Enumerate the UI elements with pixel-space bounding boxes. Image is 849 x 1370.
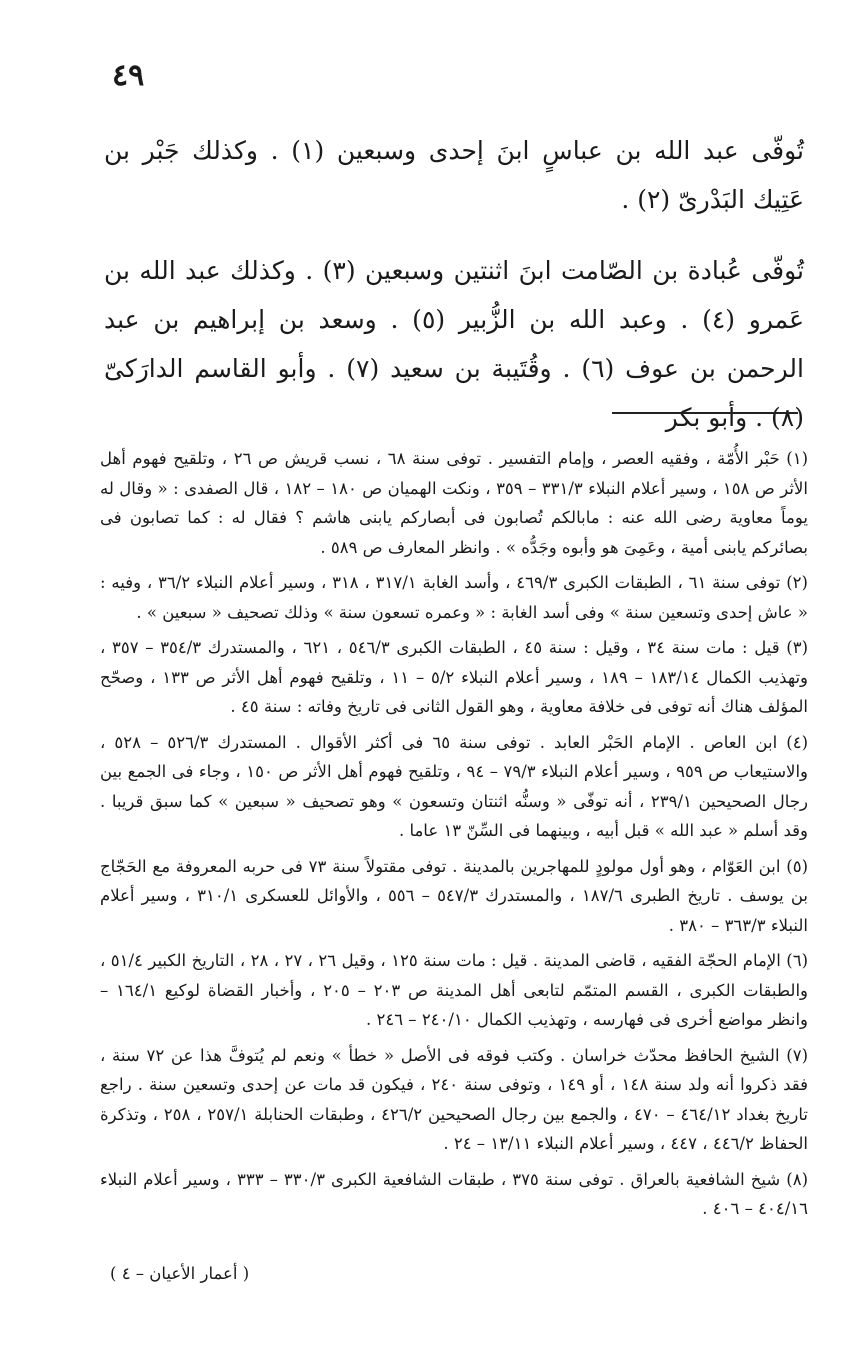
footnote-6: (٦) الإمام الحجّة الفقيه ، قاضى المدينة . قيل : مات سنة ١٢٥ ، وقيل ٢٦ ، ٢٧ ، ٢٨ ، التاريخ الكبير ٥١/٤ ، والطبقات الكبرى ، القسم المتمّم لتابعى أهل المدينة ص ٢٠٣ – ٢٠٥ ، وأخبار القضاة لوكيع ١٦٤/١ – وانظر مواضع أخرى فى فهارسه ، وتهذيب الكمال ٢٤٠/١٠ – ٢٤٦ . (100, 951, 808, 1029)
footnote-separator (612, 412, 798, 414)
main-paragraph: تُوفّى عُبادة بن الصّامت ابنَ اثنتين وسبعين (٣) . وكذلك عبد الله بن عَمرو (٤) . وعبد الله بن الزُّبير (٥) . وسعد بن إبراهيم بن عبد الرحمن بن عوف (٦) . وقُتَيبة بن سعيد (٧) . وأبو القاسم الدارَكىّ (٨) . وأبو بكر (104, 256, 804, 432)
footnote-7: (٧) الشيخ الحافظ محدّث خراسان . وكتب فوقه فى الأصل « خطأ » ونعم لم يُتوفَّ هذا عن ٧٢ سنة ، فقد ذكروا أنه ولد سنة ١٤٨ ، أو ١٤٩ ، وتوفى سنة ٢٤٠ ، فيكون قد مات عن إحدى وتسعين سنة . راجع تاريخ بغداد ٤٦٤/١٢ – ٤٧٠ ، والجمع بين رجال الصحيحين ٤٢٦/٢ ، وطبقات الحنابلة ٢٥٧/١ ، ٢٥٨ ، وتذكرة الحفاظ ٤٤٦/٢ ، ٤٤٧ ، وسير أعلام النبلاء ١٣/١١ – ٢٤ . (100, 1045, 809, 1153)
footnote-2: (٢) توفى سنة ٦١ ، الطبقات الكبرى ٤٦٩/٣ ، وأسد الغابة ٣١٧/١ ، ٣١٨ ، وسير أعلام النبلاء ٣٦/٢ ، وفيه : « عاش إحدى وتسعين سنة » وفى أسد الغابة : « وعمره تسعون سنة » وذلك تصحيف « سبعين » . (100, 573, 808, 622)
footnotes (100, 444, 808, 1227)
footnote-3: (٣) قيل : مات سنة ٣٤ ، وقيل : سنة ٤٥ ، الطبقات الكبرى ٥٤٦/٣ ، ٦٢١ ، والمستدرك ٣٥٤/٣ – ٣٥٧ ، وتهذيب الكمال ١٨٣/١٤ – ١٨٩ ، وسير أعلام النبلاء ٥/٢ – ١١ ، وتلقيح فهوم أهل الأثر ص ١٣٣ ، وصحّح المؤلف هناك أنه توفى فى خلافة معاوية ، وهو القول الثانى فى تاريخ وفاته : سنة ٤٥ . (100, 638, 808, 716)
footnote-1: (١) حَبْر الأُمّة ، وفقيه العصر ، وإمام التفسير . توفى سنة ٦٨ ، نسب قريش ص ٢٦ ، وتلقيح فهوم أهل الأثر ص ١٥٨ ، وسير أعلام النبلاء ٣٣١/٣ – ٣٥٩ ، ونكت الهميان ص ١٨٠ – ١٨٢ ، قال الصفدى : « وقال له يوماً معاوية رضى الله عنه : مابالكم تُصابون فى أبصاركم يابنى هاشم ؟ فقال له : كما تصابون فى بصائركم يابنى أمية ، وعَمِىَ هو وأبوه وجَدُّه » . وانظر المعارف ص ٥٨٩ . (100, 449, 808, 557)
main-paragraph: تُوفّى عبد الله بن عباسٍ ابنَ إحدى وسبعين (١) . وكذلك جَبْر بن عَتِيك البَدْرىّ (٢) . (104, 136, 804, 214)
footnote-5: (٥) ابن العَوّام ، وهو أول مولودٍ للمهاجرين بالمدينة . توفى مقتولاً سنة ٧٣ فى حربه المعروفة مع الحَجّاج بن يوسف . تاريخ الطبرى ١٨٧/٦ ، والمستدرك ٥٤٧/٣ – ٥٥٦ ، والأوائل للعسكرى ٣١٠/١ ، وسير أعلام النبلاء ٣٦٣/٣ – ٣٨٠ . (100, 856, 808, 935)
footnote-4: (٤) ابن العاص . الإمام الحَبْر العابد . توفى سنة ٦٥ فى أكثر الأقوال . المستدرك ٥٢٦/٣ – ٥٢٨ ، والاستيعاب ص ٩٥٩ ، وسير أعلام النبلاء ٧٩/٣ – ٩٤ ، وتلقيح فهوم أهل الأثر ص ١٥٠ ، وجاء فى الجمع بين رجال الصحيحين ٢٣٩/١ ، أنه توفّى « وسنُّه اثنتان وتسعون » وهو تصحيف « سبعين » كما سبق قريبا . وقد أسلم « عبد الله » قبل أبيه ، وبينهما فى السِّنّ ١٣ عاما . (100, 732, 808, 840)
main-text (104, 126, 804, 442)
footer-signature: ( أعمار الأعيان – ٤ ) (110, 1264, 250, 1283)
page-number: ٤٩ (112, 58, 145, 93)
footnote-8: (٨) شيخ الشافعية بالعراق . توفى سنة ٣٧٥ ، طبقات الشافعية الكبرى ٣٣٠/٣ – ٣٣٣ ، وسير أعلام النبلاء ٤٠٤/١٦ – ٤٠٦ . (100, 1169, 809, 1218)
